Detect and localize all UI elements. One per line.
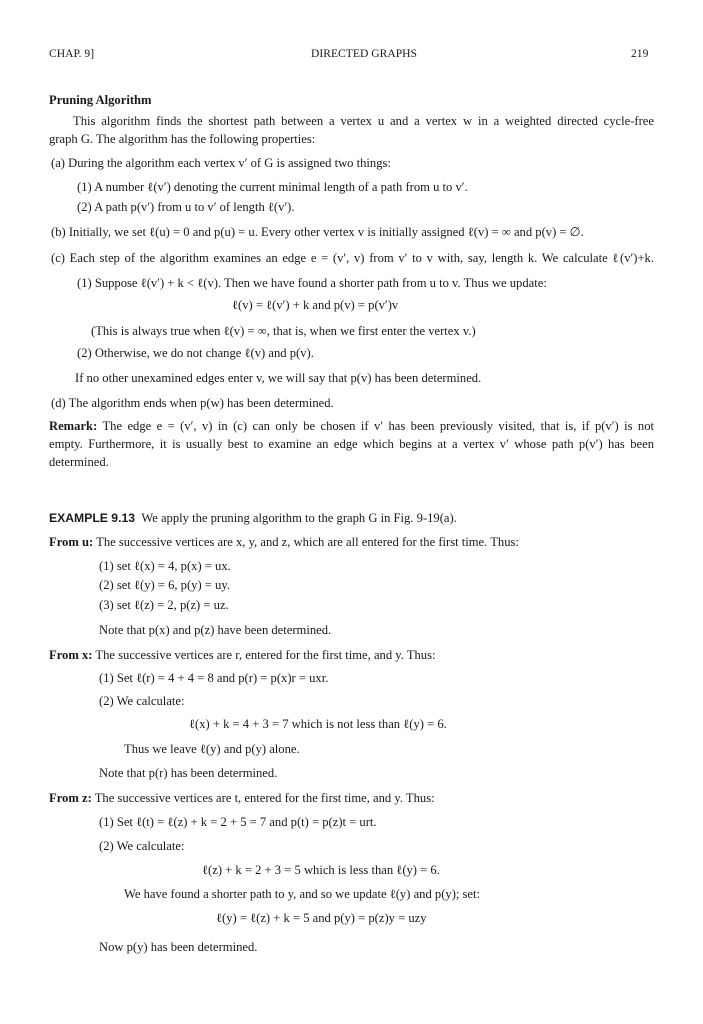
remark-line-1 <box>49 418 654 434</box>
step-x2-leave: Thus we leave ℓ(y) and p(y) alone. <box>124 742 300 756</box>
step-u3: (3) set ℓ(z) = 2, p(z) = uz. <box>99 598 229 612</box>
property-a2: (2) A path p(v′) from u to v′ of length ℓ(v′). <box>77 200 295 214</box>
remark-line-3: determined. <box>49 455 109 469</box>
example-intro-line <box>49 510 457 526</box>
from-u-label: From u: <box>49 535 94 549</box>
step-x2: (2) We calculate: <box>99 694 185 708</box>
example-intro: We apply the pruning algorithm to the graph G in Fig. 9-19(a). <box>141 511 457 525</box>
property-a1: (1) A number ℓ(v′) denoting the current minimal length of a path from u to v′. <box>77 180 468 194</box>
property-c1: (1) Suppose ℓ(v′) + k < ℓ(v). Then we have found a shorter path from u to v. Thus we update: <box>77 276 547 290</box>
from-z-label: From z: <box>49 791 92 805</box>
property-d: (d) The algorithm ends when p(w) has been determined. <box>51 396 334 410</box>
from-z-text: The successive vertices are t, entered for the first time, and y. Thus: <box>94 791 435 805</box>
equation-z2: ℓ(z) + k = 2 + 3 = 5 which is less than ℓ(y) = 6. <box>202 863 440 877</box>
note-u: Note that p(x) and p(z) have been determined. <box>99 623 332 637</box>
property-a: (a) During the algorithm each vertex v′ of G is assigned two things: <box>51 156 391 170</box>
section-heading: Pruning Algorithm <box>49 93 152 107</box>
step-u1: (1) set ℓ(x) = 4, p(x) = ux. <box>99 559 231 573</box>
equation-x2: ℓ(x) + k = 4 + 3 = 7 which is not less than ℓ(y) = 6. <box>189 717 447 731</box>
from-x-line <box>49 647 436 663</box>
example-label: EXAMPLE 9.13 <box>49 511 136 525</box>
property-c1-note: (This is always true when ℓ(v) = ∞, that is, when we first enter the vertex v.) <box>91 324 476 338</box>
step-x1: (1) Set ℓ(r) = 4 + 4 = 8 and p(r) = p(x)r = uxr. <box>99 671 329 685</box>
remark-text-1: The edge e = (v′, v) in (c) can only be chosen if v′ has been previously visited, that is, if p(v′) is not <box>102 419 655 433</box>
step-z1: (1) Set ℓ(t) = ℓ(z) + k = 2 + 5 = 7 and p(t) = p(z)t = urt. <box>99 815 377 829</box>
property-b: (b) Initially, we set ℓ(u) = 0 and p(u) = u. Every other vertex v is initially assigned ℓ(v) = ∞ and p(v) = ∅. <box>51 225 584 239</box>
note-z: Now p(y) has been determined. <box>99 940 258 954</box>
from-x-text: The successive vertices are r, entered for the first time, and y. Thus: <box>95 648 436 662</box>
intro-line-2: graph G. The algorithm has the following properties: <box>49 132 316 146</box>
page-number: 219 <box>631 47 649 60</box>
step-z2: (2) We calculate: <box>99 839 185 853</box>
remark-label: Remark: <box>49 419 98 433</box>
running-header-title: DIRECTED GRAPHS <box>311 47 417 60</box>
property-c: (c) Each step of the algorithm examines an edge e = (v′, v) from v′ to v with, say, length k. We calculate ℓ(v′)+k. <box>51 251 654 265</box>
from-u-line <box>49 534 519 550</box>
running-header-chapter: CHAP. 9] <box>49 47 95 60</box>
remark-line-2: empty. Furthermore, it is usually best to examine an edge which begins at a vertex v′ whose path p(v′) has been <box>49 437 654 451</box>
from-u-text: The successive vertices are x, y, and z, which are all entered for the first time. Thus: <box>96 535 519 549</box>
equation-z2-update: ℓ(y) = ℓ(z) + k = 5 and p(y) = p(z)y = uzy <box>216 911 427 925</box>
property-c2: (2) Otherwise, we do not change ℓ(v) and p(v). <box>77 346 314 360</box>
property-c-end: If no other unexamined edges enter v, we will say that p(v) has been determined. <box>75 371 482 385</box>
equation-update: ℓ(v) = ℓ(v′) + k and p(v) = p(v′)v <box>232 298 399 312</box>
step-z2-found: We have found a shorter path to y, and so we update ℓ(y) and p(y); set: <box>124 887 481 901</box>
step-u2: (2) set ℓ(y) = 6, p(y) = uy. <box>99 578 230 592</box>
note-x: Note that p(r) has been determined. <box>99 766 278 780</box>
from-x-label: From x: <box>49 648 93 662</box>
intro-line-1: This algorithm finds the shortest path between a vertex u and a vertex w in a weighted directed cycle-free <box>73 114 654 128</box>
from-z-line <box>49 790 435 806</box>
